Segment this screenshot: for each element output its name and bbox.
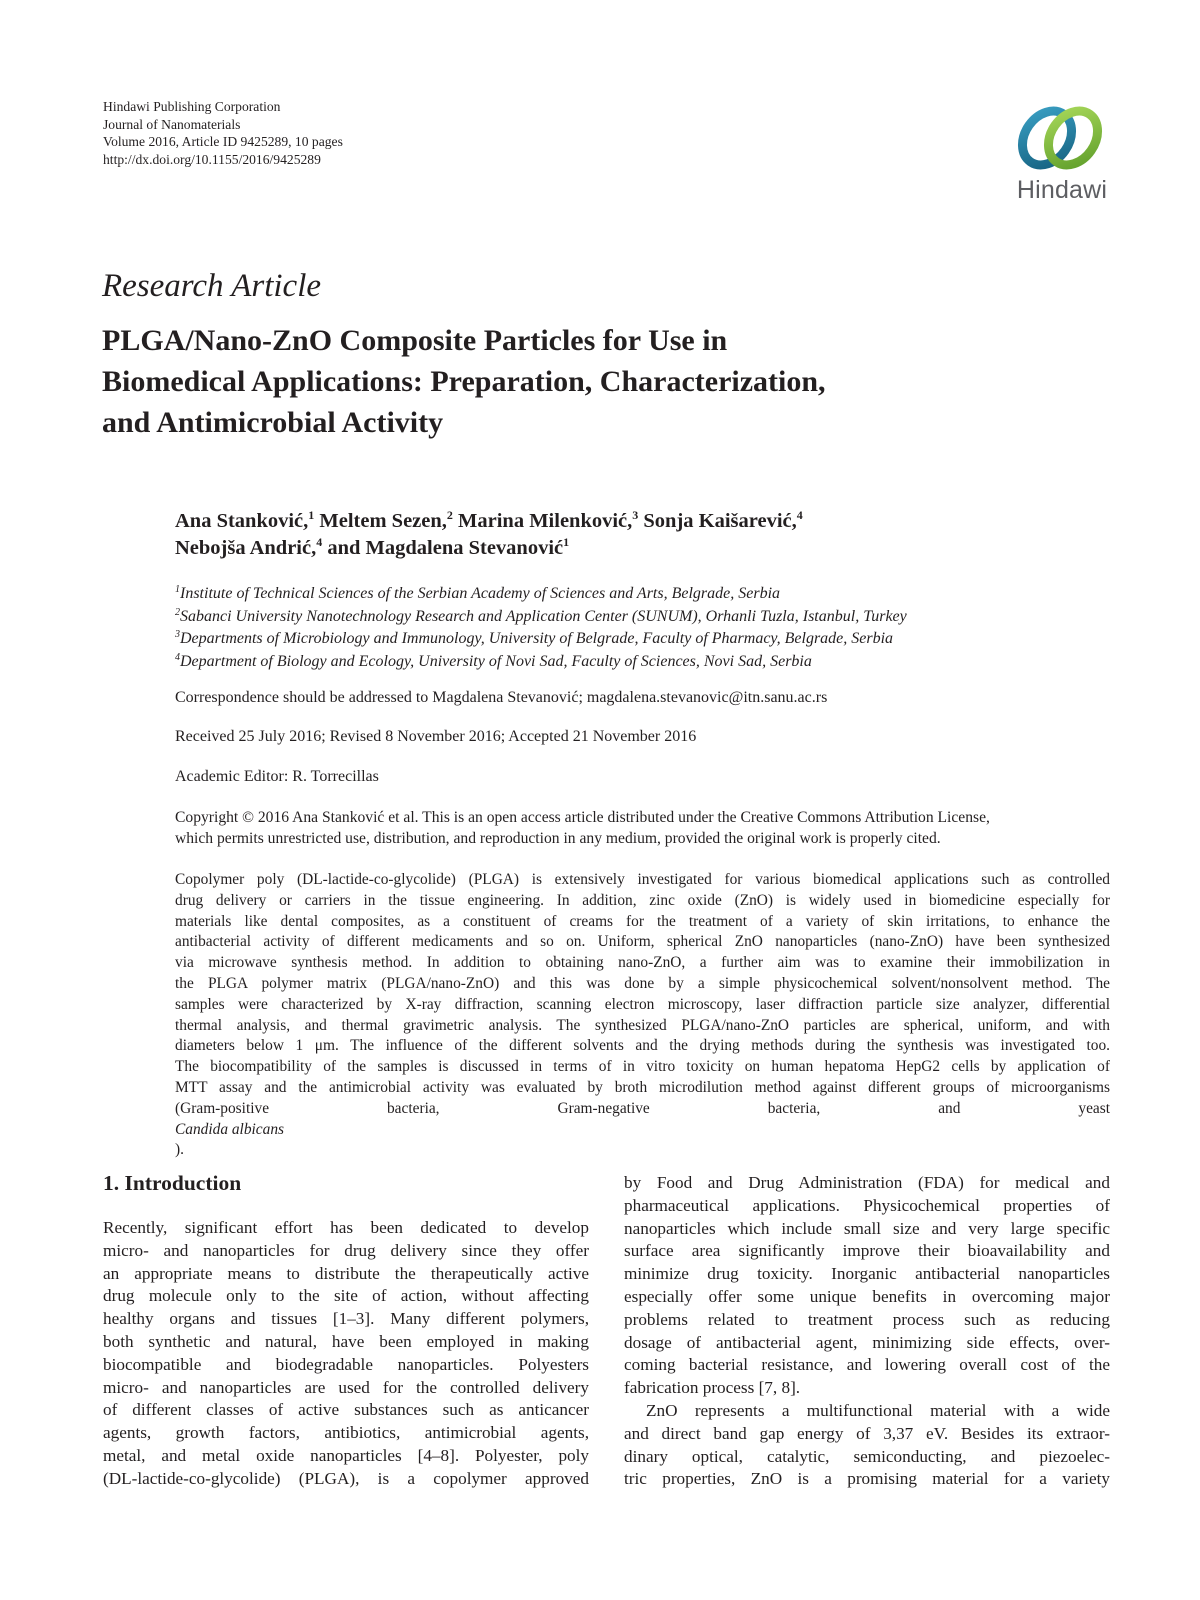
- affiliation: [175, 628, 1105, 651]
- author-name: Ana Stanković,: [175, 510, 309, 532]
- body-line: problems related to treatment process such as reducing: [624, 1309, 1110, 1329]
- affiliation: [175, 651, 1105, 674]
- author-line: [175, 535, 1075, 562]
- abstract-line: samples were characterized by X-ray diffraction, scanning electron microscopy, laser diffraction particle size analyzer, differential: [175, 995, 1110, 1013]
- copyright-notice: [175, 808, 1110, 849]
- author-affil-ref: 3: [632, 508, 639, 522]
- body-line: nanoparticles which include small size and very large specific: [624, 1218, 1110, 1238]
- author-affil-ref: 4: [316, 535, 323, 549]
- affil-text: Departments of Microbiology and Immunology, University of Belgrade, Faculty of Pharmacy, Belgrade, Serbia: [180, 630, 894, 647]
- body-line: an appropriate means to distribute the therapeutically active: [103, 1263, 589, 1283]
- academic-editor: Academic Editor: R. Torrecillas: [175, 768, 379, 785]
- author-affil-ref: 4: [796, 508, 803, 522]
- author-affil-ref: 2: [446, 508, 453, 522]
- body-line: ZnO represents a multifunctional material with a wide: [646, 1400, 1110, 1420]
- body-line: Recently, significant effort has been dedicated to develop: [103, 1218, 589, 1237]
- abstract-line: [175, 1099, 1110, 1161]
- affil-text: Sabanci University Nanotechnology Research and Application Center (SUNUM), Orhanli Tuzla, Istanbul, Turkey: [180, 607, 907, 625]
- body-line: dinary optical, catalytic, semiconducting, and piezoelec-: [624, 1446, 1110, 1466]
- correspondence: Correspondence should be addressed to Magdalena Stevanović; magdalena.stevanovic@itn.sanu.ac.rs: [175, 689, 828, 706]
- abstract-line: via microwave synthesis method. In addition to obtaining nano-ZnO, a further aim was to examine their immobilization in: [175, 954, 1110, 972]
- doi-link[interactable]: http://dx.doi.org/10.1155/2016/9425289: [103, 151, 321, 167]
- submission-dates: Received 25 July 2016; Revised 8 November 2016; Accepted 21 November 2016: [175, 728, 697, 745]
- title-line: Biomedical Applications: Preparation, Characterization,: [102, 365, 826, 398]
- author-name: Nebojša Andrić,: [175, 537, 317, 559]
- affil-number: 2: [175, 606, 180, 618]
- body-line: and direct band gap energy of 3,37 eV. Besides its extraor-: [624, 1423, 1110, 1443]
- abstract-line: diameters below 1 μm. The influence of the different solvents and the drying methods during the synthesis was investigated too.: [175, 1037, 1110, 1055]
- body-line: pharmaceutical applications. Physicochemical properties of: [624, 1195, 1110, 1215]
- author-affil-ref: 1: [308, 508, 315, 522]
- affiliation: [175, 606, 1105, 629]
- abstract-line: materials like dental composites, as a constituent of creams for the treatment of a variety of skin irritations, to enhance the: [175, 912, 1110, 930]
- title-line: PLGA/Nano-ZnO Composite Particles for Use in: [102, 324, 728, 357]
- body-line: (DL-lactide-co-glycolide) (PLGA), is a copolymer approved: [103, 1468, 589, 1488]
- article-title: [102, 320, 1062, 443]
- affil-text: Department of Biology and Ecology, University of Novi Sad, Faculty of Sciences, Novi Sad, Serbia: [180, 652, 812, 670]
- volume-info: Volume 2016, Article ID 9425289, 10 pages: [103, 134, 343, 149]
- body-line: micro- and nanoparticles for drug delivery since they offer: [103, 1240, 589, 1260]
- copyright-line: which permits unrestricted use, distribution, and reproduction in any medium, provided the original work is properly cited.: [175, 829, 941, 847]
- body-column-left: [103, 1172, 589, 1491]
- author-affil-ref: 1: [563, 535, 570, 549]
- journal-name: Journal of Nanomaterials: [103, 116, 241, 132]
- abstract-text: (Gram-positive bacteria, Gram-negative bacteria, and yeast: [175, 1099, 1110, 1117]
- article-type: Research Article: [102, 268, 322, 304]
- copyright-line: Copyright © 2016 Ana Stanković et al. This is an open access article distributed under the Creative Commons Attribution License,: [175, 809, 990, 826]
- abstract-line: The biocompatibility of the samples is discussed in terms of in vitro toxicity on human hepatoma HepG2 cells by application of: [175, 1058, 1110, 1076]
- affil-number: 1: [175, 584, 180, 595]
- abstract-line: antibacterial activity of different medicaments and so on. Uniform, spherical ZnO nanoparticles (nano-ZnO) have been synthesized: [175, 933, 1110, 951]
- body-line: coming bacterial resistance, and lowering overall cost of the: [624, 1355, 1110, 1375]
- abstract-line: Copolymer poly (DL-lactide-co-glycolide) (PLGA) is extensively investigated for various biomedical applications such as controlled: [175, 871, 1110, 888]
- body-line: surface area significantly improve their bioavailability and: [624, 1241, 1110, 1261]
- species-name: Candida albicans: [175, 1120, 285, 1138]
- body-line: tric properties, ZnO is a promising material for a variety: [624, 1469, 1110, 1489]
- body-line: fabrication process [7, 8].: [624, 1378, 801, 1398]
- body-line: of different classes of active substances such as anticancer: [103, 1400, 589, 1420]
- author-line: [175, 508, 1075, 535]
- body-column-right: [624, 1172, 1110, 1491]
- body-line: both synthetic and natural, have been employed in making: [103, 1331, 589, 1351]
- affiliation: [175, 583, 1105, 606]
- body-line: dosage of antibacterial agent, minimizing side effects, over-: [624, 1332, 1110, 1352]
- body-line: metal, and metal oxide nanoparticles [4–8]. Polyester, poly: [103, 1445, 589, 1465]
- body-line: by Food and Drug Administration (FDA) for medical and: [624, 1173, 1110, 1192]
- title-line: and Antimicrobial Activity: [102, 406, 444, 439]
- affil-number: 4: [175, 651, 180, 663]
- affil-number: 3: [175, 629, 180, 640]
- author-name: Sonja Kaišarević,: [643, 510, 797, 532]
- abstract-line: the PLGA polymer matrix (PLGA/nano-ZnO) and this was done by a simple physicochemical solvent/nonsolvent method. The: [175, 974, 1110, 992]
- affil-text: Institute of Technical Sciences of the Serbian Academy of Sciences and Arts, Belgrade, Serbia: [180, 585, 781, 602]
- body-line: micro- and nanoparticles are used for the controlled delivery: [103, 1377, 589, 1397]
- publisher: Hindawi Publishing Corporation: [103, 99, 281, 114]
- author-name: Meltem Sezen,: [319, 510, 447, 532]
- section-heading: 1. Introduction: [103, 1171, 242, 1195]
- abstract-line: thermal analysis, and thermal gravimetric analysis. The synthesized PLGA/nano-ZnO particles are spherical, uniform, and with: [175, 1016, 1110, 1034]
- author-name: and Magdalena Stevanović: [327, 537, 564, 559]
- body-line: minimize drug toxicity. Inorganic antibacterial nanoparticles: [624, 1264, 1110, 1284]
- abstract: [175, 870, 1110, 1161]
- affiliation-list: [175, 583, 1105, 673]
- body-line: especially offer some unique benefits in overcoming major: [624, 1286, 1110, 1306]
- body-line: agents, growth factors, antibiotics, antimicrobial agents,: [103, 1423, 589, 1443]
- logo-wordmark: Hindawi: [1016, 176, 1108, 204]
- author-list: [175, 508, 1075, 562]
- body-line: healthy organs and tissues [1–3]. Many different polymers,: [103, 1309, 589, 1329]
- journal-header: [103, 98, 343, 168]
- body-line: biocompatible and biodegradable nanoparticles. Polyesters: [103, 1354, 589, 1374]
- abstract-line: drug delivery or carriers in the tissue engineering. In addition, zinc oxide (ZnO) is widely used in biomedicine especially for: [175, 891, 1110, 909]
- body-line: drug molecule only to the site of action, without affecting: [103, 1286, 589, 1306]
- abstract-text: ).: [175, 1141, 184, 1159]
- author-name: Marina Milenković,: [458, 510, 633, 532]
- abstract-line: MTT assay and the antimicrobial activity was evaluated by broth microdilution method against different groups of microorganisms: [175, 1078, 1110, 1096]
